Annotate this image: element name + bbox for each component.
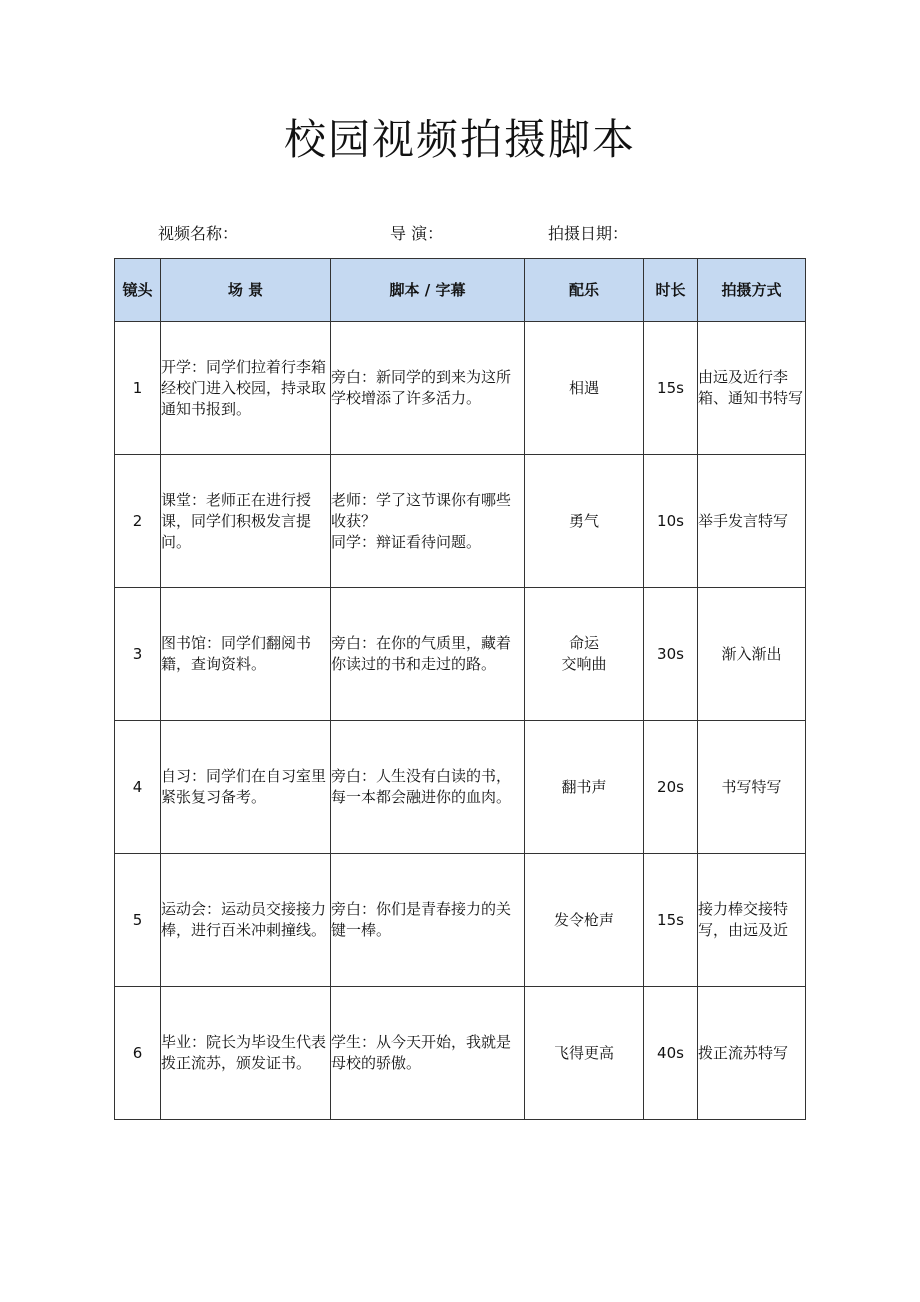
scene-text: 图书馆：同学们翻阅书籍，查询资料。: [161, 634, 312, 673]
director-label: 导 演：: [390, 224, 444, 243]
header-method: 拍摄方式: [698, 259, 806, 322]
shot-number: 2: [115, 455, 161, 588]
scene-text: 运动会：运动员交接接力棒，进行百米冲刺撞线。: [161, 900, 327, 939]
shot-number: 4: [115, 721, 161, 854]
music-text: 相遇: [568, 378, 599, 397]
script-text: 学生：从今天开始，我就是母校的骄傲。: [331, 1033, 512, 1072]
music-text: 命运 交响曲: [561, 634, 607, 673]
script-text: 旁白：你们是青春接力的关键一棒。: [331, 900, 512, 939]
header-shot: 镜头: [115, 259, 161, 322]
method-text: 接力棒交接特写，由远及近: [698, 900, 789, 939]
script-text: 旁白：新同学的到来为这所学校增添了许多活力。: [331, 368, 512, 407]
script-text: 旁白：人生没有白读的书，每一本都会融进你的血肉。: [331, 767, 512, 806]
shoot-date-label: 拍摄日期：: [548, 224, 629, 243]
header-music: 配乐: [525, 259, 644, 322]
header-duration: 时长: [644, 259, 698, 322]
script-text: 老师：学了这节课你有哪些收获？ 同学：辩证看待问题。: [331, 490, 512, 551]
video-name-label: 视频名称：: [158, 224, 239, 243]
music-text: 发令枪声: [553, 910, 614, 929]
shot-number: 3: [115, 588, 161, 721]
page-title: 校园视频拍摄脚本: [283, 115, 636, 164]
table-row: [115, 322, 806, 455]
header-script: 脚本 / 字幕: [331, 259, 525, 322]
scene-text: 毕业：院长为毕设生代表拨正流苏，颁发证书。: [161, 1033, 327, 1072]
duration-text: 30s: [644, 588, 698, 721]
table-header-row: [115, 259, 806, 322]
method-text: 渐入渐出: [721, 644, 782, 663]
music-text: 勇气: [568, 511, 599, 530]
duration-text: 40s: [644, 987, 698, 1120]
duration-text: 10s: [644, 455, 698, 588]
table-row: [115, 588, 806, 721]
shot-number: 5: [115, 854, 161, 987]
duration-text: 20s: [644, 721, 698, 854]
duration-text: 15s: [644, 322, 698, 455]
table-row: [115, 455, 806, 588]
table-row: [115, 854, 806, 987]
method-text: 举手发言特写: [698, 511, 789, 530]
method-text: 书写特写: [721, 777, 782, 796]
method-text: 拨正流苏特写: [698, 1043, 789, 1062]
shot-number: 6: [115, 987, 161, 1120]
header-scene: 场 景: [161, 259, 331, 322]
music-text: 飞得更高: [553, 1043, 614, 1062]
scene-text: 开学：同学们拉着行李箱经校门进入校园，持录取通知书报到。: [161, 357, 327, 418]
table-row: [115, 987, 806, 1120]
scene-text: 课堂：老师正在进行授课，同学们积极发言提问。: [161, 490, 312, 551]
music-text: 翻书声: [561, 777, 607, 796]
duration-text: 15s: [644, 854, 698, 987]
table-row: [115, 721, 806, 854]
script-text: 旁白：在你的气质里，藏着你读过的书和走过的路。: [331, 634, 512, 673]
method-text: 由远及近行李箱、通知书特写: [698, 368, 804, 407]
shooting-script-table: [114, 258, 806, 1120]
shot-number: 1: [115, 322, 161, 455]
scene-text: 自习：同学们在自习室里紧张复习备考。: [161, 767, 327, 806]
